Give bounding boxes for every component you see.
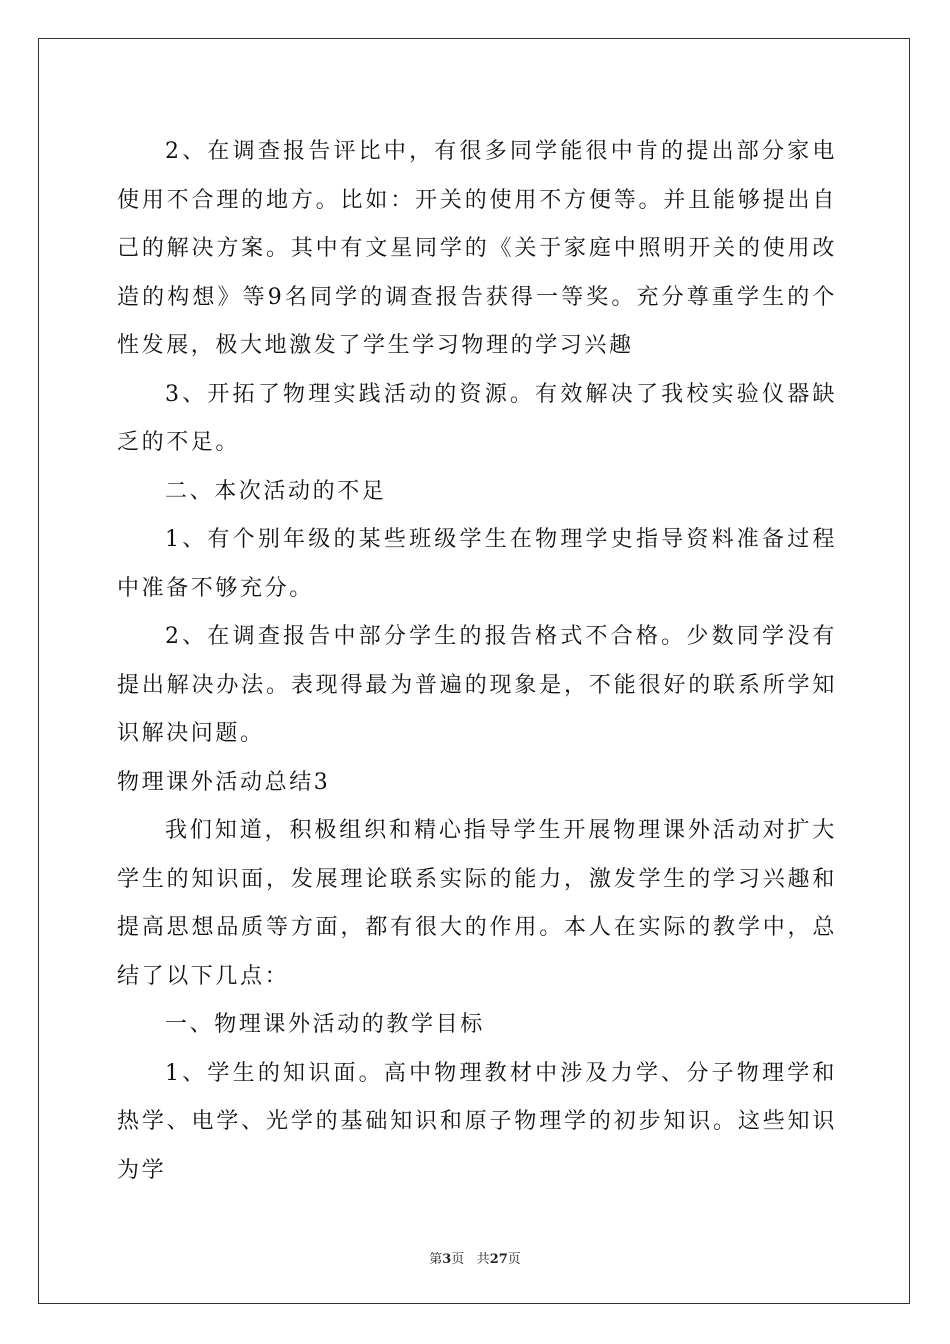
paragraph-shortcoming-2: 2、在调查报告中部分学生的报告格式不合格。少数同学没有提出解决办法。表现得最为普遍的现象是，不能很好的联系所学知识解决问题。 [117,624,837,746]
paragraph-intro: 我们知道，积极组织和精心指导学生开展物理课外活动对扩大学生的知识面，发展理论联系实际的能力，激发学生的学习兴趣和提高思想品质等方面，都有很大的作用。本人在实际的教学中，总结了以下几点： [117,818,837,989]
section-heading-goals: 一、物理课外活动的教学目标 [165,1012,485,1037]
footer-page-prefix: 第 [429,1252,443,1267]
paragraph-knowledge: 1、学生的知识面。高中物理教材中涉及力学、分子物理学和热学、电学、光学的基础知识和原子物理学的初步知识。这些知识为学 [117,1060,837,1183]
document-title-summary-3: 物理课外活动总结3 [117,769,331,795]
footer-page-number: 3 [442,1252,452,1267]
section-heading-shortcomings: 二、本次活动的不足 [165,478,387,504]
footer-total-number: 27 [489,1252,508,1267]
footer-page-suffix: 页 [451,1252,465,1267]
page-footer [0,1248,950,1267]
footer-total-prefix: 共 [476,1252,490,1267]
paragraph-shortcoming-1: 1、有个别年级的某些班级学生在物理学史指导资料准备过程中准备不够充分。 [117,527,837,601]
paragraph-resources: 3、开拓了物理实践活动的资源。有效解决了我校实验仪器缺乏的不足。 [117,381,837,455]
document-body [117,128,837,1195]
paragraph-survey-award: 2、在调查报告评比中，有很多同学能很中肯的提出部分家电使用不合理的地方。比如：开关的使用不方便等。并且能够提出自己的解决方案。其中有文星同学的《关于家庭中照明开关的使用改造的构想》等9名同学的调查报告获得一等奖。充分尊重学生的个性发展，极大地激发了学生学习物理的学习兴趣 [117,139,837,358]
footer-total-suffix: 页 [507,1252,521,1267]
